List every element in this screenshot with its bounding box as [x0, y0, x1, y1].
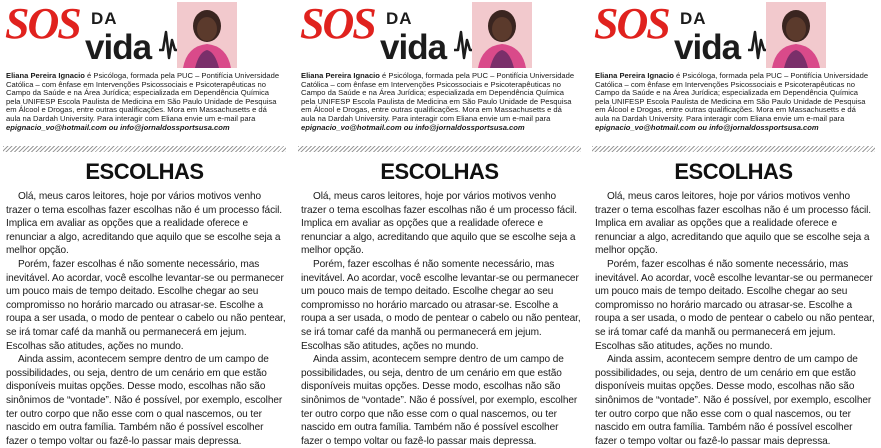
logo-sos: SOS: [594, 0, 669, 48]
column-header: [3, 0, 286, 72]
author-name: Eliana Pereira Ignacio: [595, 71, 674, 80]
hatch-divider: [298, 146, 581, 152]
author-name: Eliana Pereira Ignacio: [301, 71, 380, 80]
paragraph: Porém, fazer escolhas é não somente necessário, mas inevitável. Ao acordar, você escolhe levantar-se ou permanecer um pouco mais de tempo deitado. Escolhe chegar ao seu compromisso no horário marcado ou atrasar-se. Escolhe a roupa a ser usada, o modo de pentear o cabelo ou não pentear, se irá tomar café da manhã ou permanecerá em jejum. Escolhas são atitudes, ações no mundo.: [6, 258, 286, 352]
paragraph: Olá, meus caros leitores, hoje por vários motivos venho trazer o tema escolhas fazer escolhas não é um processo fácil. Implica em avaliar as opções que a realidade oferece e renunciar a algo, acreditando que aquilo que se escolhe seja a melhor opção.: [301, 191, 578, 257]
author-photo: [177, 2, 237, 68]
paragraph: Ainda assim, acontecem sempre dentro de um campo de possibilidades, ou seja, dentro de um cenário em que estão disponíveis muitas opções. Desse modo, escolhas não são sinônimos de “vontade”. Não é possível, por exemplo, escolher ter outro corpo que não esse com o qual nascemos, ou ter nascido em outra família. Também não é possível escolher fazer o tempo voltar ou fazê-lo passar mais depressa.: [6, 354, 283, 447]
column-header: [592, 0, 875, 72]
logo-sos: SOS: [300, 0, 375, 48]
author-photo: [766, 2, 826, 68]
article-body: [301, 190, 581, 448]
logo-sos: SOS: [5, 0, 80, 48]
paragraph: Porém, fazer escolhas é não somente necessário, mas inevitável. Ao acordar, você escolhe levantar-se ou permanecer um pouco mais de tempo deitado. Escolhe chegar ao seu compromisso no horário marcado ou atrasar-se. Escolhe a roupa a ser usada, o modo de pentear o cabelo ou não pentear, se irá tomar café da manhã ou permanecerá em jejum. Escolhas são atitudes, ações no mundo.: [595, 258, 875, 352]
logo-vida: vida: [380, 28, 447, 67]
column-3: [592, 0, 875, 447]
logo-vida: vida: [85, 28, 152, 67]
author-bio: [595, 72, 870, 140]
column-1: [3, 0, 286, 447]
author-emails: epignacio_vo@hotmail.com ou info@jornaldossportsusa.com: [301, 122, 525, 132]
paragraph: Ainda assim, acontecem sempre dentro de um campo de possibilidades, ou seja, dentro de um cenário em que estão disponíveis muitas opções. Desse modo, escolhas não são sinônimos de “vontade”. Não é possível, por exemplo, escolher ter outro corpo que não esse com o qual nascemos, ou ter nascido em outra família. Também não é possível escolher fazer o tempo voltar ou fazê-lo passar mais depressa.: [595, 354, 872, 447]
bio-text: é Psicóloga, formada pela PUC – Pontifícia Universidade Católica – com ênfase em Intervenções Psicossociais e Psicoterapêuticas no Campo da Saúde e na Área Jurídica; especializada em Dependência Química pela UNIFESP Escola Paulista de Medicina em São Paulo Unidade de Pesquisa em Álcool e Drogas, entre outras qualificações. Mora em Massachusetts e dá aula na Dardah University. Para interagir com Eliana envie um e-mail para: [301, 71, 575, 123]
author-bio: [301, 72, 576, 140]
column-header: [298, 0, 581, 72]
author-photo: [472, 2, 532, 68]
logo-da: DA: [386, 9, 413, 28]
logo-da: DA: [680, 9, 707, 28]
paragraph: Ainda assim, acontecem sempre dentro de um campo de possibilidades, ou seja, dentro de um cenário em que estão disponíveis muitas opções. Desse modo, escolhas não são sinônimos de “vontade”. Não é possível, por exemplo, escolher ter outro corpo que não esse com o qual nascemos, ou ter nascido em outra família. Também não é possível escolher fazer o tempo voltar ou fazê-lo passar mais depressa.: [301, 354, 578, 447]
logo-vida: vida: [674, 28, 741, 67]
author-emails: epignacio_vo@hotmail.com ou info@jornaldossportsusa.com: [595, 122, 819, 132]
article-body: [6, 190, 286, 448]
article-title: ESCOLHAS: [85, 159, 204, 184]
author-name: Eliana Pereira Ignacio: [6, 71, 85, 80]
paragraph: Olá, meus caros leitores, hoje por vários motivos venho trazer o tema escolhas fazer escolhas não é um processo fácil. Implica em avaliar as opções que a realidade oferece e renunciar a algo, acreditando que aquilo que se escolhe seja a melhor opção.: [6, 191, 283, 257]
paragraph: Porém, fazer escolhas é não somente necessário, mas inevitável. Ao acordar, você escolhe levantar-se ou permanecer um pouco mais de tempo deitado. Escolhe chegar ao seu compromisso no horário marcado ou atrasar-se. Escolhe a roupa a ser usada, o modo de pentear o cabelo ou não pentear, se irá tomar café da manhã ou permanecerá em jejum. Escolhas são atitudes, ações no mundo.: [301, 258, 581, 352]
bio-text: é Psicóloga, formada pela PUC – Pontifícia Universidade Católica – com ênfase em Intervenções Psicossociais e Psicoterapêuticas no Campo da Saúde e na Área Jurídica; especializada em Dependência Química pela UNIFESP Escola Paulista de Medicina em São Paulo Unidade de Pesquisa em Álcool e Drogas, entre outras qualificações. Mora em Massachusetts e dá aula na Dardah University. Para interagir com Eliana envie um e-mail para: [595, 71, 869, 123]
paragraph: Olá, meus caros leitores, hoje por vários motivos venho trazer o tema escolhas fazer escolhas não é um processo fácil. Implica em avaliar as opções que a realidade oferece e renunciar a algo, acreditando que aquilo que se escolhe seja a melhor opção.: [595, 191, 872, 257]
hatch-divider: [592, 146, 875, 152]
column-2: [298, 0, 581, 447]
author-emails: epignacio_vo@hotmail.com ou info@jornaldossportsusa.com: [6, 122, 230, 132]
article-title: ESCOLHAS: [674, 159, 793, 184]
logo-da: DA: [91, 9, 118, 28]
hatch-divider: [3, 146, 286, 152]
article-title: ESCOLHAS: [380, 159, 499, 184]
bio-text: é Psicóloga, formada pela PUC – Pontifícia Universidade Católica – com ênfase em Intervenções Psicossociais e Psicoterapêuticas no Campo da Saúde e na Área Jurídica; especializada em Dependência Química pela UNIFESP Escola Paulista de Medicina em São Paulo Unidade de Pesquisa em Álcool e Drogas, entre outras qualificações. Mora em Massachusetts e dá aula na Dardah University. Para interagir com Eliana envie um e-mail para: [6, 71, 280, 123]
article-body: [595, 190, 875, 448]
author-bio: [6, 72, 281, 140]
